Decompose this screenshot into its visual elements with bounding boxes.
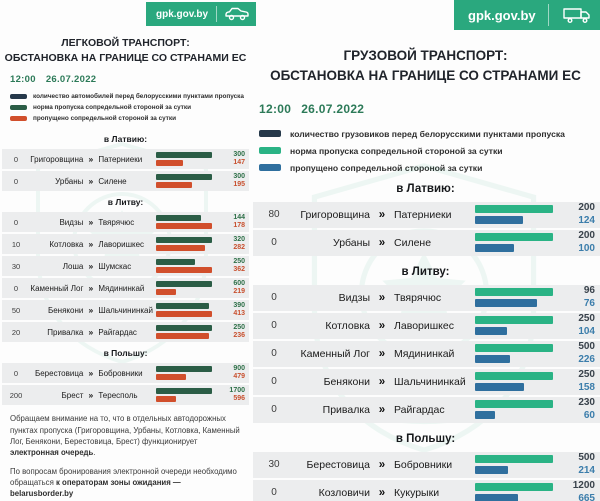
checkpoint-from: Котловка	[325, 319, 370, 332]
norm-value: 250	[233, 257, 245, 265]
title-line-1: ЛЕГКОВОЙ ТРАНСПОРТ:	[61, 37, 190, 49]
chevron-right-icon: »	[378, 291, 386, 304]
legend-swatch	[259, 130, 281, 137]
section-header: в Литву:	[401, 265, 450, 278]
checkpoint-to: Твярячюс	[394, 291, 442, 304]
checkpoint-to: Райгардас	[394, 403, 445, 416]
time-value: 12:00	[259, 101, 292, 116]
queue-count: 10	[11, 239, 21, 249]
value-labels	[212, 258, 249, 275]
title-line-1: ГРУЗОВОЙ ТРАНСПОРТ:	[343, 48, 508, 63]
checkpoint-row	[253, 397, 600, 423]
checkpoint-to: Шальчининкай	[98, 305, 153, 315]
legend-swatch	[10, 94, 27, 99]
section-header: в Польшу:	[395, 432, 456, 445]
chevron-right-icon: »	[378, 458, 386, 471]
chevron-right-icon: »	[378, 236, 386, 249]
norm-value: 600	[233, 279, 245, 287]
passed-value: 195	[233, 181, 245, 189]
checkpoint-row	[2, 256, 249, 276]
checkpoint-row	[2, 171, 249, 191]
legend-label: пропущено сопредельной стороной за сутки	[290, 162, 483, 173]
norm-bar	[156, 259, 195, 265]
chevron-right-icon: »	[88, 327, 94, 338]
checkpoint-row	[253, 313, 600, 339]
bar-group	[475, 483, 553, 501]
checkpoint-from: Видзы	[59, 217, 84, 227]
passed-bar	[156, 267, 212, 273]
norm-bar	[475, 288, 553, 296]
checkpoint-to: Шумскас	[98, 261, 132, 271]
norm-value: 96	[583, 285, 595, 296]
chevron-right-icon: »	[88, 217, 94, 228]
car-icon	[224, 7, 250, 21]
checkpoint-to: Силене	[98, 176, 127, 186]
chevron-right-icon: »	[88, 176, 94, 187]
checkpoint-row	[253, 341, 600, 367]
truck-icon	[562, 6, 592, 24]
passed-bar	[475, 466, 508, 474]
checkpoint-from: Григоровщина	[30, 154, 84, 164]
norm-value: 320	[233, 235, 245, 243]
passed-value: 362	[233, 266, 245, 274]
value-labels	[553, 369, 600, 394]
value-labels	[553, 313, 600, 338]
passed-bar	[475, 327, 507, 335]
checkpoint-row	[2, 212, 249, 232]
checkpoint-to: Райгардас	[98, 327, 137, 337]
chevron-right-icon: »	[88, 283, 94, 294]
site-url[interactable]: gpk.gov.by	[468, 7, 536, 23]
passed-bar	[475, 299, 537, 307]
checkpoint-to: Шальчининкай	[394, 375, 466, 388]
bar-group	[156, 366, 212, 380]
norm-value: 500	[578, 452, 595, 463]
norm-value: 300	[233, 172, 245, 180]
value-labels	[553, 341, 600, 366]
panel-title	[0, 36, 251, 65]
checkpoint-from: Привалка	[322, 403, 370, 416]
passed-value: 236	[233, 332, 245, 340]
checkpoint-from: Урбаны	[333, 236, 370, 249]
panel-freight-transport	[251, 0, 600, 501]
legend-label: количество автомобилей перед белорусскими пунктами пропуска	[33, 93, 244, 101]
value-labels	[212, 280, 249, 297]
panel-passenger-transport	[0, 0, 251, 501]
value-labels	[553, 202, 600, 227]
passed-bar	[475, 383, 524, 391]
date-value: 26.07.2022	[45, 74, 97, 86]
checkpoint-to: Тересполь	[98, 390, 138, 400]
passed-value: 76	[583, 297, 595, 309]
bar-group	[475, 372, 553, 391]
queue-count: 0	[13, 368, 19, 378]
bar-group	[475, 455, 553, 474]
norm-bar	[156, 174, 212, 180]
queue-count: 200	[9, 390, 23, 400]
legend-label: норма пропуска сопредельной стороной за сутки	[33, 104, 192, 112]
section-header: в Латвию:	[103, 134, 148, 145]
norm-bar	[475, 372, 553, 380]
queue-count: 0	[271, 237, 277, 248]
chart-legend	[259, 129, 600, 173]
note-electronic-queue: Обращаем внимание на то, что в отдельных автодорожных пунктах пропуска (Григоровщина, Урбаны, Котловка, Каменный Лог, Бенякони, Берестовица, Брест) функционирует электронная очередь.	[10, 414, 240, 458]
queue-count: 80	[268, 209, 280, 220]
title-line-2: ОБСТАНОВКА НА ГРАНИЦЕ СО СТРАНАМИ ЕС	[270, 68, 581, 84]
passed-bar	[156, 182, 192, 188]
legend-swatch	[259, 164, 281, 171]
value-labels	[553, 480, 600, 501]
value-labels	[212, 365, 249, 382]
norm-value: 300	[233, 150, 245, 158]
norm-value: 390	[233, 301, 245, 309]
legend-item	[10, 104, 251, 111]
chevron-right-icon: »	[88, 154, 94, 165]
passed-value: 219	[233, 288, 245, 296]
checkpoint-row	[2, 234, 249, 254]
site-badge[interactable]	[146, 2, 256, 26]
legend-item	[259, 146, 600, 156]
bar-group	[475, 233, 553, 252]
norm-value: 144	[233, 213, 245, 221]
norm-bar	[156, 152, 212, 158]
bar-group	[475, 316, 553, 335]
value-labels	[212, 173, 249, 190]
queue-count: 0	[271, 487, 277, 498]
norm-bar	[156, 215, 201, 221]
checkpoint-from: Котловка	[49, 239, 84, 249]
site-url[interactable]: gpk.gov.by	[156, 8, 209, 20]
legend-label: количество грузовиков перед белорусскими пунктами пропуска	[290, 128, 565, 139]
queue-count: 50	[11, 305, 21, 315]
norm-bar	[475, 344, 553, 352]
norm-bar	[156, 325, 212, 331]
checkpoint-to: Силене	[394, 236, 432, 249]
value-labels	[212, 387, 249, 404]
checkpoint-to: Лаворишкес	[394, 319, 454, 332]
section-header: в Латвию:	[396, 182, 455, 195]
panel-title	[251, 46, 600, 87]
checkpoint-to: Патерниеки	[394, 208, 452, 221]
chart-sections	[0, 134, 251, 405]
checkpoint-row	[2, 300, 249, 320]
norm-bar	[475, 400, 553, 408]
site-badge[interactable]	[454, 0, 600, 30]
norm-value: 250	[233, 323, 245, 331]
bar-group	[475, 205, 553, 224]
norm-bar	[475, 233, 553, 241]
norm-bar	[156, 366, 212, 372]
badge-divider	[548, 4, 549, 26]
queue-count: 0	[13, 154, 19, 164]
passed-value: 104	[578, 325, 595, 337]
queue-count: 0	[13, 176, 19, 186]
checkpoint-to: Бобровники	[98, 368, 143, 378]
chevron-right-icon: »	[88, 305, 94, 316]
passed-value: 124	[578, 214, 595, 226]
checkpoint-row	[2, 322, 249, 342]
checkpoint-to: Кукурыки	[394, 486, 440, 499]
norm-value: 250	[578, 313, 595, 324]
checkpoint-from: Бенякони	[47, 305, 84, 315]
chevron-right-icon: »	[378, 486, 386, 499]
queue-count: 0	[271, 348, 277, 359]
passed-value: 178	[233, 222, 245, 230]
queue-count: 0	[271, 404, 277, 415]
chevron-right-icon: »	[88, 368, 94, 379]
legend-item	[259, 163, 600, 173]
passed-value: 596	[233, 395, 245, 403]
footer-notes	[10, 413, 241, 499]
legend-swatch	[259, 147, 281, 154]
bar-group	[156, 215, 212, 229]
bar-group	[156, 174, 212, 188]
chevron-right-icon: »	[88, 239, 94, 250]
checkpoint-from: Видзы	[338, 291, 370, 304]
value-labels	[212, 151, 249, 168]
passed-value: 665	[578, 492, 595, 501]
queue-count: 30	[11, 261, 21, 271]
legend-item	[259, 129, 600, 139]
chevron-right-icon: »	[88, 261, 94, 272]
passed-value: 158	[578, 381, 595, 393]
norm-value: 1700	[229, 386, 245, 394]
norm-bar	[475, 483, 553, 491]
section-header: в Польшу:	[103, 348, 148, 359]
checkpoint-from: Лоша	[62, 261, 84, 271]
chevron-right-icon: »	[378, 208, 386, 221]
checkpoint-from: Урбаны	[55, 176, 84, 186]
queue-count: 0	[271, 376, 277, 387]
passed-value: 214	[578, 464, 595, 476]
timestamp	[259, 102, 600, 116]
chevron-right-icon: »	[378, 347, 386, 360]
legend-item	[10, 115, 251, 122]
checkpoint-row	[253, 202, 600, 228]
passed-bar	[156, 223, 212, 229]
checkpoint-to: Патерниеки	[98, 154, 143, 164]
checkpoint-from: Григоровщина	[300, 208, 370, 221]
passed-bar	[156, 396, 176, 402]
title-line-2: ОБСТАНОВКА НА ГРАНИЦЕ СО СТРАНАМИ ЕС	[4, 51, 247, 64]
passed-bar	[475, 494, 518, 501]
value-labels	[212, 236, 249, 253]
checkpoint-from: Брест	[61, 390, 84, 400]
bar-group	[156, 303, 212, 317]
bar-group	[475, 344, 553, 363]
value-labels	[553, 397, 600, 422]
passed-value: 282	[233, 244, 245, 252]
time-value: 12:00	[10, 74, 36, 86]
passed-bar	[156, 333, 209, 339]
legend-swatch	[10, 116, 27, 121]
chevron-right-icon: »	[88, 390, 94, 401]
passed-bar	[156, 289, 176, 295]
bar-group	[156, 237, 212, 251]
checkpoint-to: Лаворишкес	[98, 239, 145, 249]
chart-legend	[10, 93, 251, 122]
badge-divider	[216, 6, 217, 22]
checkpoint-row	[253, 230, 600, 256]
checkpoint-to: Мядининкай	[98, 283, 145, 293]
bar-group	[156, 259, 212, 273]
checkpoint-from: Каменный Лог	[30, 283, 84, 293]
value-labels	[553, 452, 600, 477]
passed-value: 226	[578, 353, 595, 365]
note-booking: По вопросам бронирования электронной очереди необходимо обращаться к операторам зоны ожидания — belarusborder.by	[10, 466, 237, 499]
queue-count: 20	[11, 327, 21, 337]
norm-value: 200	[578, 202, 595, 213]
timestamp	[10, 74, 251, 85]
value-labels	[212, 214, 249, 231]
legend-item	[10, 93, 251, 100]
bar-group	[156, 281, 212, 295]
bar-group	[156, 325, 212, 339]
bar-group	[475, 288, 553, 307]
norm-bar	[475, 205, 553, 213]
checkpoint-from: Козловичи	[318, 486, 370, 499]
bar-group	[156, 152, 212, 166]
date-value: 26.07.2022	[301, 101, 365, 116]
legend-swatch	[10, 105, 27, 110]
value-labels	[553, 230, 600, 255]
norm-bar	[156, 303, 209, 309]
queue-count: 0	[271, 320, 277, 331]
checkpoint-row	[2, 385, 249, 405]
legend-label: норма пропуска сопредельной стороной за сутки	[290, 145, 503, 156]
checkpoint-row	[2, 149, 249, 169]
passed-bar	[156, 374, 186, 380]
checkpoint-row	[2, 278, 249, 298]
norm-bar	[156, 388, 212, 394]
passed-bar	[475, 216, 523, 224]
checkpoint-from: Берестовица	[306, 458, 370, 471]
norm-value: 500	[578, 341, 595, 352]
norm-value: 1200	[572, 480, 595, 491]
queue-count: 30	[268, 459, 280, 470]
norm-value: 230	[578, 397, 595, 408]
queue-count: 0	[13, 217, 19, 227]
value-labels	[553, 285, 600, 310]
legend-label: пропущено сопредельной стороной за сутки	[33, 115, 177, 123]
norm-bar	[156, 281, 212, 287]
norm-bar	[475, 316, 553, 324]
bar-group	[156, 388, 212, 402]
checkpoint-row	[253, 480, 600, 501]
passed-value: 100	[578, 242, 595, 254]
passed-value: 479	[233, 373, 245, 381]
passed-bar	[475, 355, 510, 363]
checkpoint-row	[253, 285, 600, 311]
passed-bar	[475, 411, 495, 419]
checkpoint-from: Каменный Лог	[300, 347, 370, 360]
passed-bar	[156, 160, 183, 166]
norm-value: 900	[233, 364, 245, 372]
chevron-right-icon: »	[378, 375, 386, 388]
checkpoint-from: Привалка	[47, 327, 84, 337]
norm-bar	[475, 455, 553, 463]
bar-group	[475, 400, 553, 419]
checkpoint-row	[253, 452, 600, 478]
queue-count: 0	[271, 292, 277, 303]
norm-value: 250	[578, 369, 595, 380]
norm-value: 200	[578, 230, 595, 241]
passed-value: 413	[233, 310, 245, 318]
norm-bar	[156, 237, 212, 243]
checkpoint-from: Бенякони	[323, 375, 370, 388]
passed-bar	[156, 311, 212, 317]
chevron-right-icon: »	[378, 403, 386, 416]
checkpoint-to: Мядининкай	[394, 347, 455, 360]
passed-value: 60	[583, 409, 595, 421]
checkpoint-row	[253, 369, 600, 395]
chart-sections	[251, 183, 600, 501]
value-labels	[212, 302, 249, 319]
checkpoint-to: Бобровники	[394, 458, 453, 471]
checkpoint-to: Твярячюс	[98, 217, 135, 227]
passed-value: 147	[233, 159, 245, 167]
chevron-right-icon: »	[378, 319, 386, 332]
value-labels	[212, 324, 249, 341]
checkpoint-row	[2, 363, 249, 383]
checkpoint-from: Берестовица	[34, 368, 84, 378]
section-header: в Литву:	[107, 197, 144, 208]
passed-bar	[156, 245, 205, 251]
passed-bar	[475, 244, 514, 252]
queue-count: 0	[13, 283, 19, 293]
